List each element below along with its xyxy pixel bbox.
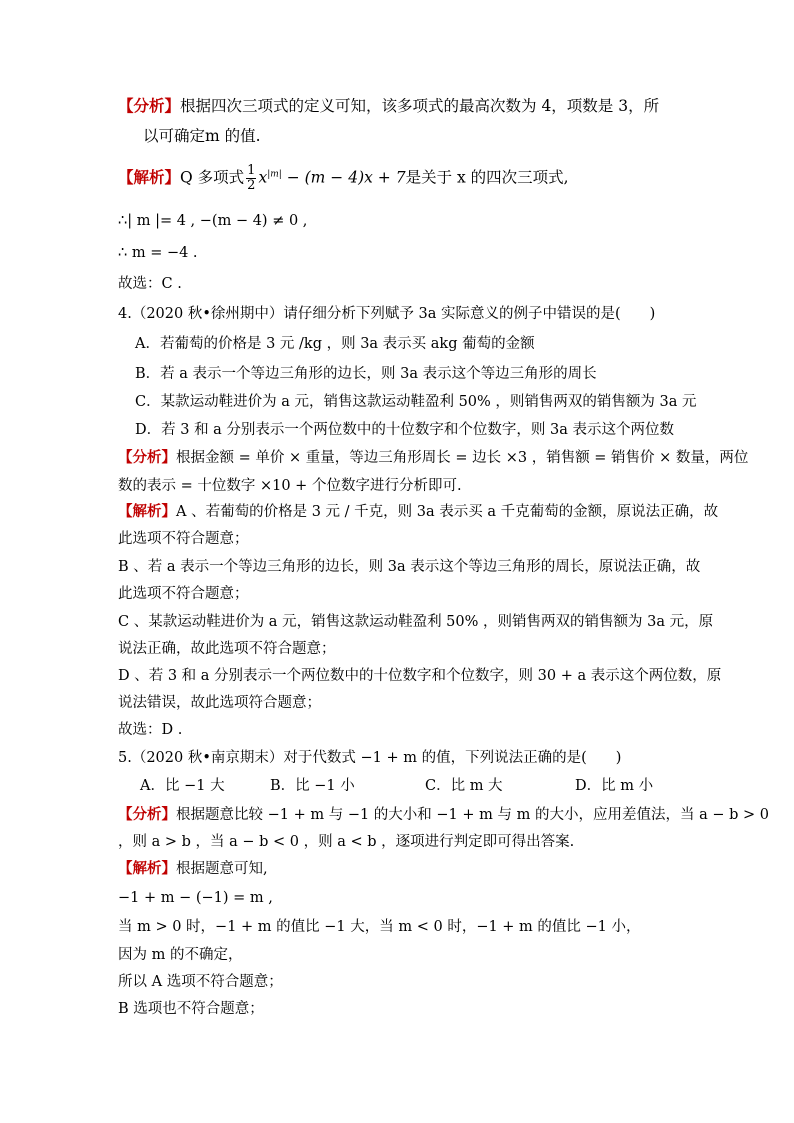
q5-solution-line1: 【解析】根据题意可知,	[118, 860, 268, 877]
q4-solution-b-line1: B 、若 a 表示一个等边三角形的边长，则 3a 表示这个等边三角形的周长，原说法正确，故	[118, 559, 701, 575]
q5-analysis-line2: ，则 a > b ，当 a − b < 0 ，则 a < b ，逐项进行判定即可得出答案.	[118, 834, 575, 850]
q4-option-a: A．若葡萄的价格是 3 元 /kg ，则 3a 表示买 akg 葡萄的金额	[135, 336, 535, 352]
q5-solution-line3: 当 m > 0 时，−1 + m 的值比 −1 大，当 m < 0 时，−1 + m 的值比 −1 小，	[118, 919, 641, 935]
q5-options	[140, 776, 653, 796]
q4-solution-d-line2: 说法错误，故此选项符合题意；	[118, 695, 321, 711]
q4-solution-b-line2: 此选项不符合题意；	[118, 586, 249, 602]
q5-option-b: B．比 −1 小	[270, 778, 355, 794]
q5-solution-line4: 因为 m 的不确定，	[118, 947, 243, 963]
q3-analysis-line1: 【分析】根据四次三项式的定义可知，该多项式的最高次数为 4，项数是 3，所	[118, 96, 660, 115]
q3-solution-line2: ∴| m |= 4 , −(m − 4) ≠ 0 ,	[118, 213, 308, 229]
q3-solution-line1: 【解析】Q 多项式 $\frac{1}{2}$ $x^{|m|} - (m - 4)x + 7$是关于 x 的四次三项式,	[118, 163, 569, 193]
solution-tag: 【解析】	[118, 167, 181, 187]
q3-analysis-line2: 以可确定m 的值.	[143, 127, 261, 145]
q4-solution-a-line2: 此选项不符合题意；	[118, 531, 249, 547]
q5-analysis-line1: 【分析】根据题意比较 −1 + m 与 −1 的大小和 −1 + m 与 m 的大小，应用差值法，当 a − b > 0	[118, 806, 769, 823]
q5-solution-line5: 所以 A 选项不符合题意；	[118, 974, 283, 990]
q5-stem: 5.（2020 秋•南京期末）对于代数式 −1 + m 的值，下列说法正确的是( )	[118, 750, 622, 766]
q4-option-b: B．若 a 表示一个等边三角形的边长，则 3a 表示这个等边三角形的周长	[135, 366, 597, 382]
q4-option-c: C．某款运动鞋进价为 a 元，销售这款运动鞋盈利 50% ，则销售两双的销售额为 3a 元	[135, 394, 697, 410]
analysis-tag: 【分析】	[118, 449, 176, 466]
q4-analysis-line2: 数的表示 = 十位数字 ×10 + 个位数字进行分析即可.	[118, 478, 462, 494]
q4-solution-d-line1: D 、若 3 和 a 分别表示一个两位数中的十位数字和个位数字，则 30 + a 表示这个两位数，原	[118, 668, 722, 684]
q5-option-a: A．比 −1 大	[140, 778, 225, 794]
q4-solution-c-line2: 说法正确，故此选项不符合题意；	[118, 641, 336, 657]
q3-answer: 故选：C .	[118, 276, 182, 292]
q5-solution-line6: B 选项也不符合题意；	[118, 1001, 264, 1017]
analysis-tag: 【分析】	[118, 806, 176, 823]
fraction-one-half: $\frac{1}{2}$	[247, 163, 256, 193]
q4-solution-c-line1: C 、某款运动鞋进价为 a 元，销售这款运动鞋盈利 50% ，则销售两双的销售额为 3a 元，原	[118, 614, 714, 630]
solution-tag: 【解析】	[118, 860, 176, 877]
q4-analysis-line1: 【分析】根据金额 = 单价 × 重量，等边三角形周长 = 边长 ×3 ，销售额 = 销售价 × 数量，两位	[118, 449, 749, 466]
solution-tag: 【解析】	[118, 503, 176, 520]
q4-option-d: D．若 3 和 a 分别表示一个两位数中的十位数字和个位数字，则 3a 表示这个两位数	[135, 422, 675, 438]
q4-stem: 4.（2020 秋•徐州期中）请仔细分析下列赋予 3a 实际意义的例子中错误的是( )	[118, 306, 656, 322]
analysis-tag: 【分析】	[118, 96, 181, 115]
q4-solution-a-line1: 【解析】A 、若葡萄的价格是 3 元 / 千克，则 3a 表示买 a 千克葡萄的金额，原说法正确，故	[118, 503, 719, 520]
q3-solution-line3: ∴ m = −4 .	[118, 245, 198, 261]
q5-solution-line2: −1 + m − (−1) = m ,	[118, 890, 273, 906]
q5-option-d: D．比 m 小	[575, 778, 654, 794]
q4-answer: 故选：D .	[118, 722, 183, 738]
q5-option-c: C．比 m 大	[425, 778, 503, 794]
